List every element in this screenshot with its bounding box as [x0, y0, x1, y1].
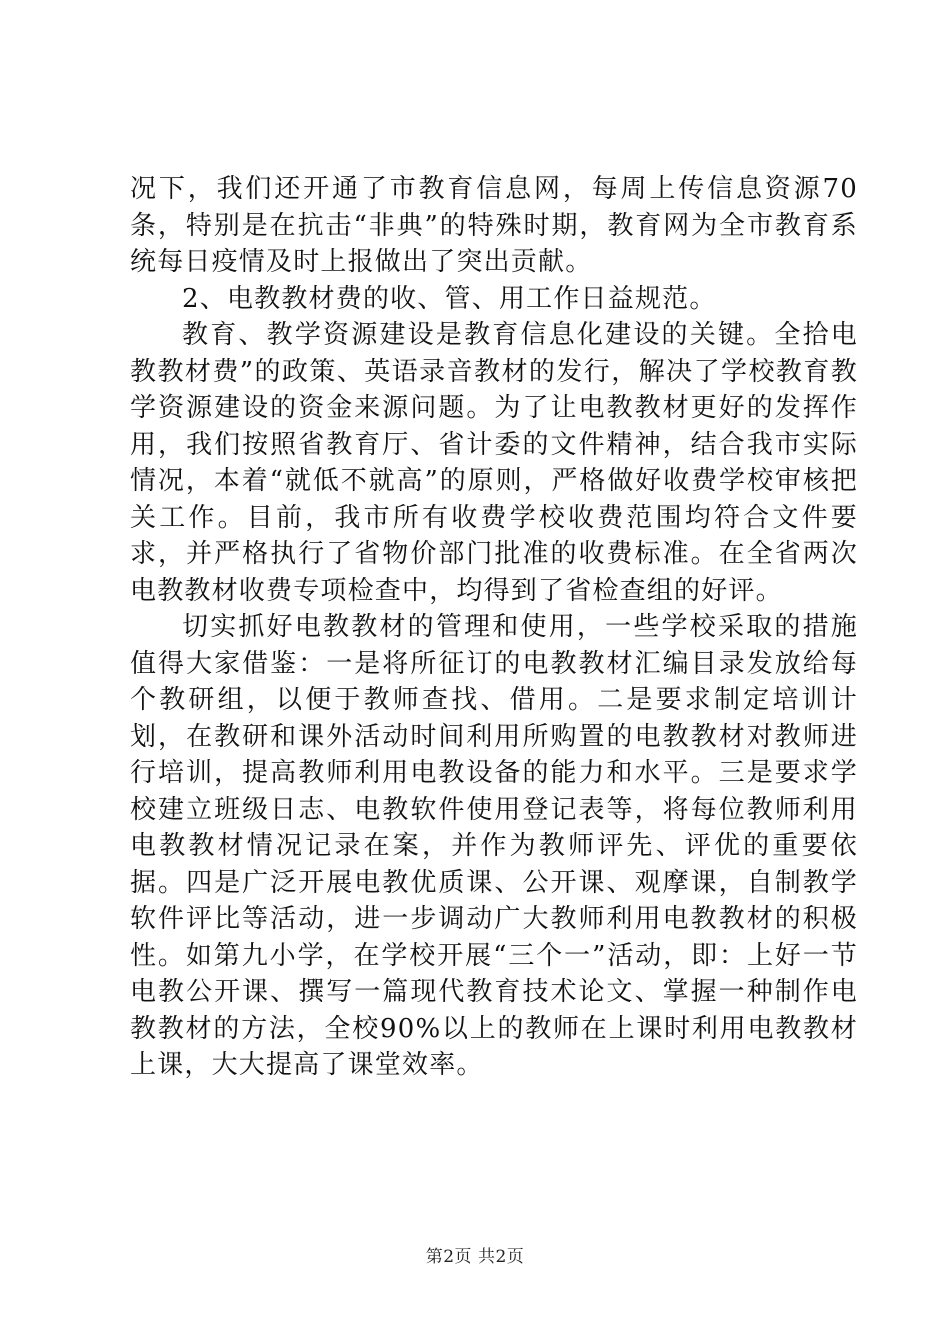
section-heading: 2、电教教材费的收、管、用工作日益规范。: [182, 283, 717, 314]
paragraph-management: 切实抓好电教教材的管理和使用，一些学校采取的措施值得大家借鉴：一是将所征订的电教教材汇编目录发放给每个教研组，以便于教师查找、借用。二是要求制定培训计划，在教研和课外活动时间利用所购置的电教教材对教师进行培训，提高教师利用电教设备的能力和水平。三是要求学校建立班级日志、电教软件使用登记表等，将每位教师利用电教教材情况记录在案，并作为教师评先、评优的重要依据。四是广泛开展电教优质课、公开课、观摩课，自制教学软件评比等活动，进一步调动广大教师利用电教教材的积极性。如第九小学，在学校开展“三个一”活动，即：上好一节电教公开课、撰写一篇现代教育技术论文、掌握一种制作电教教材的方法，全校90%以上的教师在上课时利用电教教材上课，大大提高了课堂效率。: [130, 612, 858, 1080]
paragraph-resources: 教育、教学资源建设是教育信息化建设的关键。全拾电教教材费”的政策、英语录音教材的发行，解决了学校教育教学资源建设的资金来源问题。为了让电教教材更好的发挥作用，我们按照省教育厅、省计委的文件精神，结合我市实际情况，本着“就低不就高”的原则，严格做好收费学校审核把关工作。目前，我市所有收费学校收费范围均符合文件要求，并严格执行了省物价部门批准的收费标准。在全省两次电教教材收费专项检查中，均得到了省检查组的好评。: [130, 320, 858, 606]
page-footer: 第2页 共2页: [425, 1247, 525, 1267]
document-body: [130, 171, 858, 1084]
paragraph-continuation: 况下，我们还开通了市教育信息网，每周上传信息资源70条，特别是在抗击“非典”的特殊时期，教育网为全市教育系统每日疫情及时上报做出了突出贡献。: [130, 174, 858, 277]
